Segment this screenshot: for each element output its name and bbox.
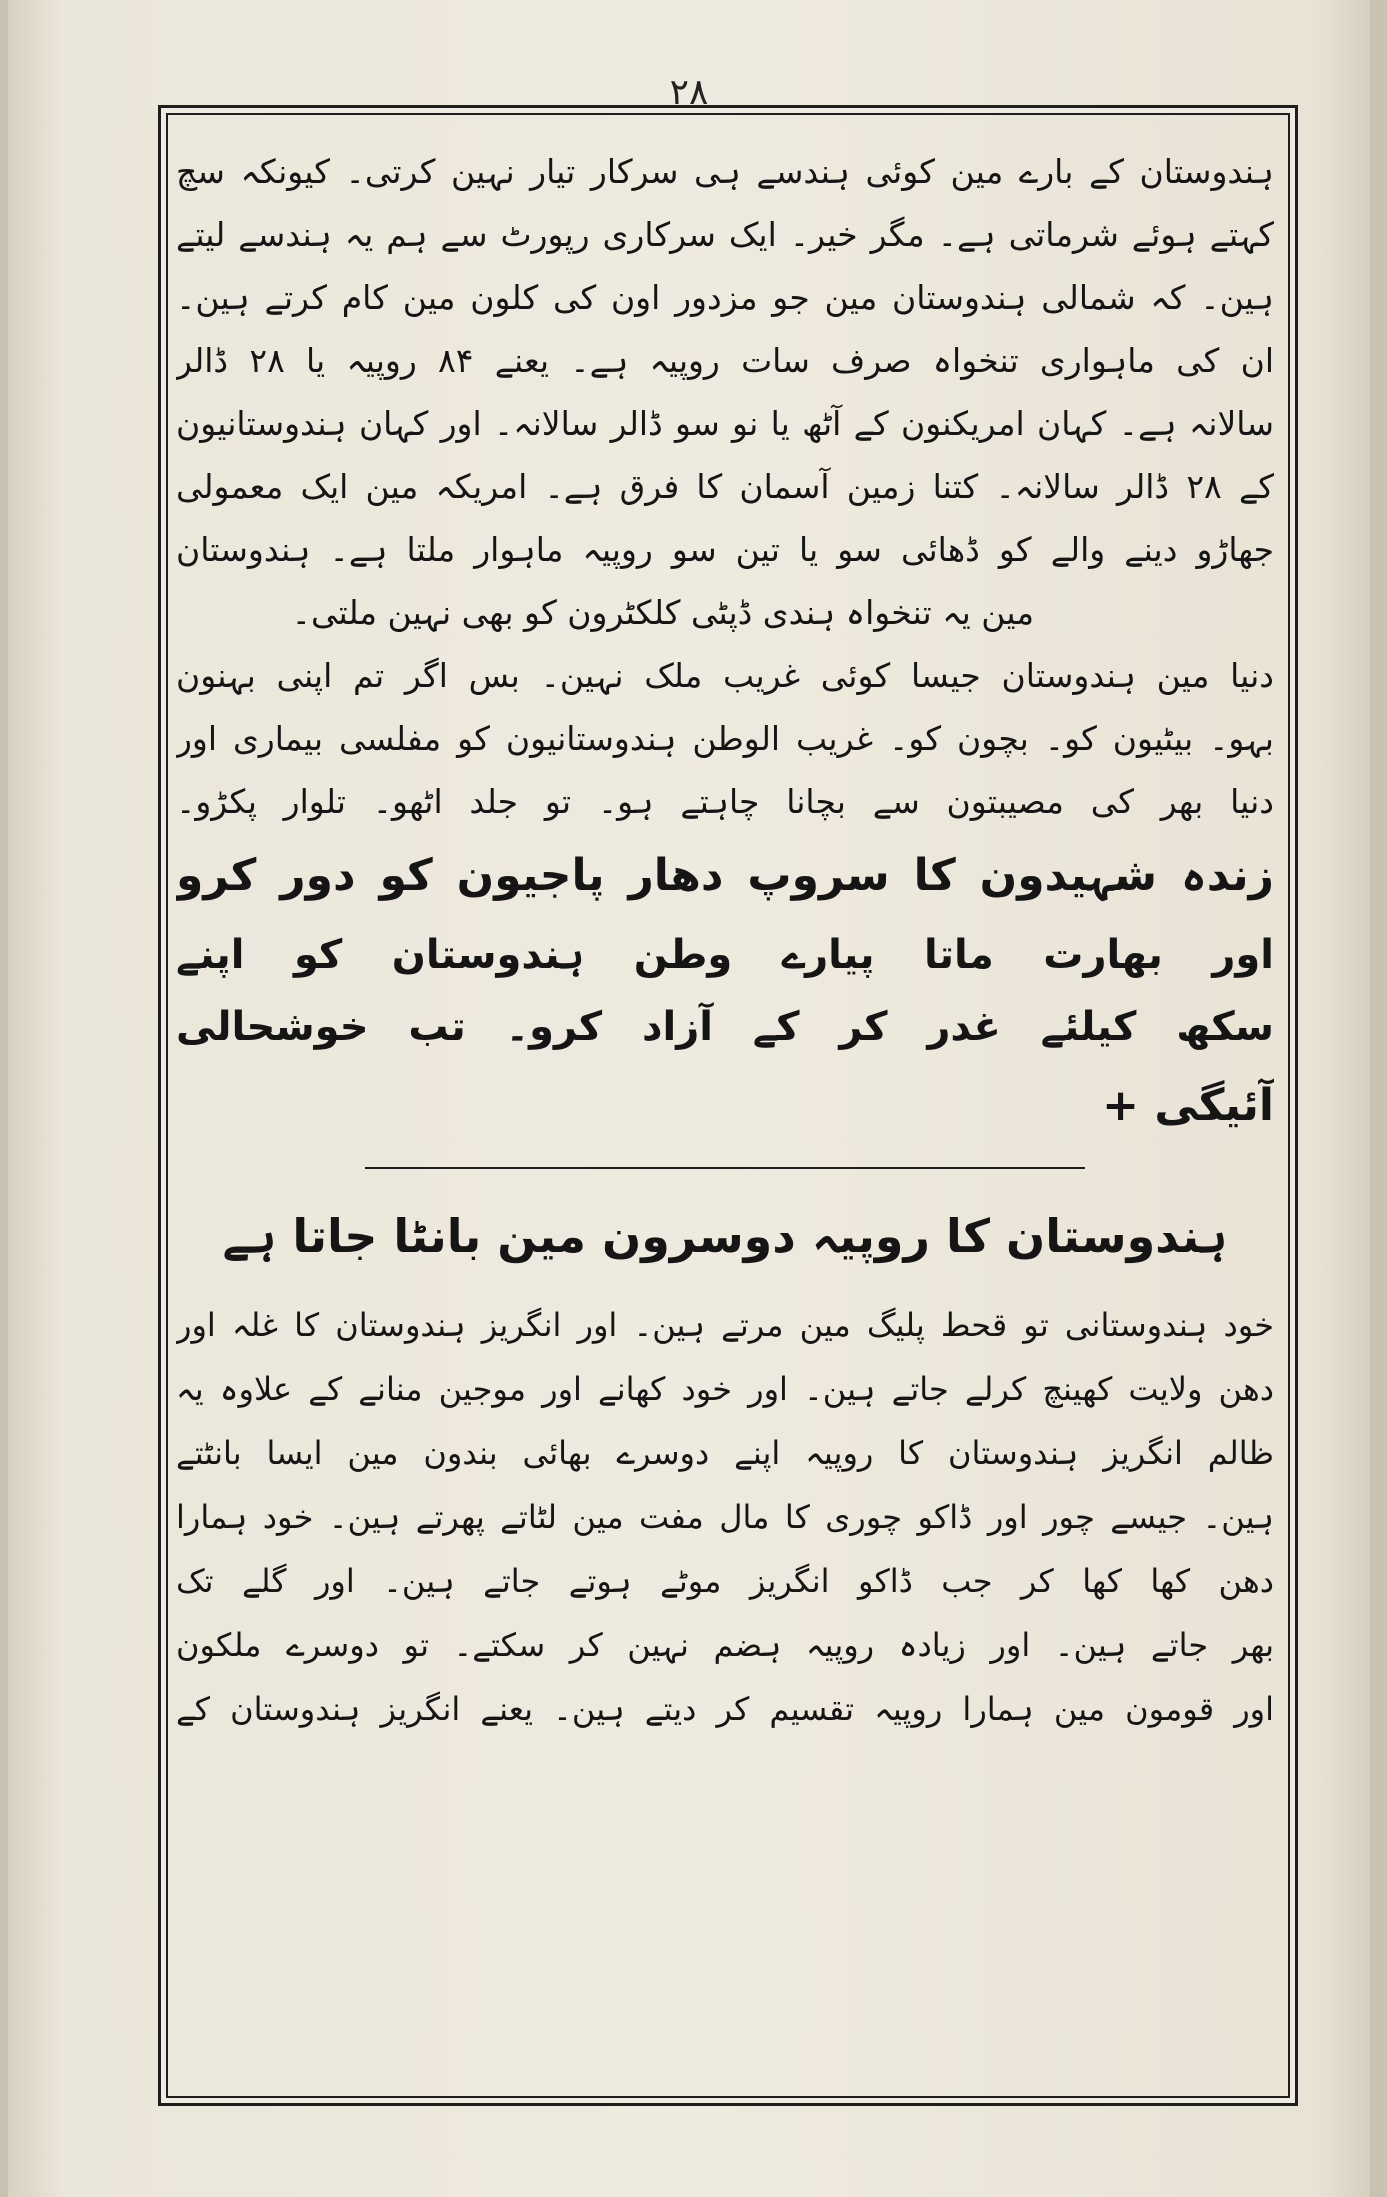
bold-exhortation	[176, 833, 1274, 1149]
text-line: سالانہ ہے۔ کہان امریکنون کے آٹھ یا نو سو ڈالر سالانہ۔ اور کہان ہندوستانیون	[176, 404, 1274, 443]
paragraph-call	[176, 644, 1274, 833]
text-line: ہندوستان کے بارے مین کوئی ہندسے ہی سرکار تیار نہین کرتی۔ کیونکہ سچ	[176, 152, 1274, 191]
bold-text-line: اور بھارت ماتا پیارے وطن ہندوستان کو اپنے	[176, 932, 1274, 978]
book-page	[8, 0, 1370, 2197]
text-line: خود ہندوستانی تو قحط پلیگ مین مرتے ہین۔ اور انگریز ہندوستان کا غلہ اور	[176, 1306, 1274, 1344]
text-line: کہتے ہوئے شرماتی ہے۔ مگر خیر۔ ایک سرکاری رپورٹ سے ہم یہ ہندسے لیتے	[176, 215, 1274, 254]
text-line: جھاڑو دینے والے کو ڈھائی سو یا تین سو روپیہ ماہوار ملتا ہے۔ ہندوستان	[176, 530, 1274, 569]
section-heading: ہندوستان کا روپیہ دوسرون مین بانٹا جاتا ہے	[222, 1209, 1228, 1263]
text-line: دھن کھا کھا کر جب ڈاکو انگریز موٹے ہوتے جاتے ہین۔ اور گلے تک	[176, 1562, 1274, 1600]
text-line: کے ۲۸ ڈالر سالانہ۔ کتنا زمین آسمان کا فرق ہے۔ امریکہ مین ایک معمولی	[176, 467, 1274, 506]
text-line: ہین۔ کہ شمالی ہندوستان مین جو مزدور اون کی کلون مین کام کرتے ہین۔	[176, 278, 1274, 317]
text-line: دھن ولایت کھینچ کرلے جاتے ہین۔ اور خود کھانے اور موجین منانے کے علاوہ یہ	[176, 1370, 1274, 1408]
text-line: ہین۔ جیسے چور اور ڈاکو چوری کا مال مفت مین لٹاتے پھرتے ہین۔ خود ہمارا	[176, 1498, 1274, 1536]
text-line: مین یہ تنخواہ ہندی ڈپٹی کلکٹرون کو بھی نہین ملتی۔	[291, 593, 1034, 632]
bold-text-line: زندہ شہیدون کا سروپ دھار پاجیون کو دور کرو	[176, 850, 1274, 901]
page-text-body	[176, 140, 1274, 1741]
text-line: بھر جاتے ہین۔ اور زیادہ روپیہ ہضم نہین کر سکتے۔ تو دوسرے ملکون	[176, 1626, 1274, 1664]
text-line: دنیا مین ہندوستان جیسا کوئی غریب ملک نہین۔ بس اگر تم اپنی بہنون	[176, 656, 1274, 695]
bold-text-line: سکھ کیلئے غدر کر کے آزاد کرو۔ تب خوشحالی	[176, 1004, 1274, 1050]
text-line: بہو۔ بیٹیون کو۔ بچون کو۔ غریب الوطن ہندوستانیون کو مفلسی بیماری اور	[176, 719, 1274, 758]
text-line: اور قومون مین ہمارا روپیہ تقسیم کر دیتے ہین۔ یعنے انگریز ہندوستان کے	[176, 1690, 1274, 1728]
paragraph-wages	[176, 140, 1274, 644]
text-line: ان کی ماہواری تنخواہ صرف سات روپیہ ہے۔ یعنے ۸۴ روپیہ یا ۲۸ ڈالر	[176, 341, 1274, 380]
text-line: ظالم انگریز ہندوستان کا روپیہ اپنے دوسرے بھائی بندون مین ایسا بانٹتے	[176, 1434, 1274, 1472]
bold-text-line: آئیگی +	[1102, 1080, 1274, 1131]
paragraph-money	[176, 1293, 1274, 1741]
page-number: ۲۸	[669, 72, 709, 113]
text-line: دنیا بھر کی مصیبتون سے بچانا چاہتے ہو۔ تو جلد اٹھو۔ تلوار پکڑو۔	[176, 782, 1274, 821]
section-divider	[365, 1167, 1085, 1169]
